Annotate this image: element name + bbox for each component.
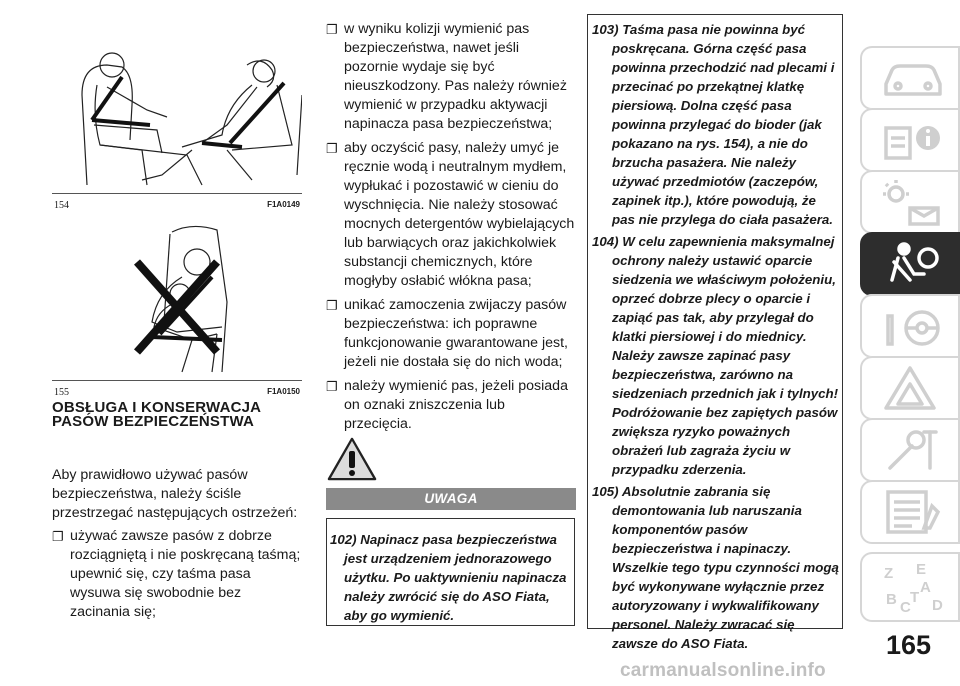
- footer-watermark: carmanualsonline.info: [620, 660, 826, 681]
- section-title: OBSŁUGA I KONSERWACJA PASÓW BEZPIECZEŃSTWA: [52, 399, 261, 430]
- tools-icon: [880, 426, 946, 474]
- warning-label: UWAGA: [326, 488, 576, 510]
- checkbox-bullet-icon: ❐: [326, 141, 338, 156]
- warning-item: 102) Napinacz pasa bezpieczeństwa jest urządzeniem jednorazowego użytku. Po uaktywnieniu napinacza należy zwrócić się do ASO Fiata, aby go wymienić.: [330, 532, 567, 623]
- index-letter: B: [886, 591, 897, 608]
- figure-number: 155: [54, 387, 69, 398]
- checkbox-bullet-icon: ❐: [326, 298, 338, 313]
- figure-code: F1A0149: [267, 200, 300, 209]
- figure-155: [52, 222, 302, 402]
- sidebar-tab-dashboard-lights[interactable]: [860, 170, 960, 234]
- note-item: 103) Taśma pasa nie powinna być poskręcana. Górna część pasa powinna przechodzić nad plecami i przecinać po przekątnej klatkę piersiową. Dolna część pasa powinna przylegać do bioder (jak pokazano na rys. 154), a nie do brzucha pasażera. Nie należy używać przedmiotów (zaczepów, zapinek itp.), które powodują, że pas nie przylega do ciała pasażera.: [592, 22, 835, 227]
- index-letter: Z: [884, 565, 894, 582]
- bullet-text: w wyniku kolizji wymienić pas bezpieczeństwa, nawet jeśli pozornie wydaje się być nieuszkodzony. Pas należy również wymienić w przypadku aktywacji napinacza pasa bezpieczeństwa;: [344, 21, 567, 132]
- bullet-text: należy wymienić pas, jeżeli posiada on oznaki zniszczenia lub przecięcia.: [344, 378, 568, 432]
- index-letter: A: [920, 579, 931, 596]
- bullet-text: aby oczyścić pasy, należy umyć je ręcznie wodą i neutralnym mydłem, wypłukać i pozostawić w cieniu do wyschnięcia. Nie należy stosować mocnych detergentów wybielających lub barwiących oraz jakichkolwiek substancji chemicznych, które mogłyby osłabić włókna pasa;: [344, 140, 575, 289]
- dashboard-lights-icon: [880, 178, 946, 226]
- sidebar-tab-car[interactable]: [860, 46, 960, 110]
- bullet-text: używać zawsze pasów z dobrze rozciągniętą i nie poskręcaną taśmą; upewnić się, czy taśma pasa wysuwa się swobodnie bez zacinania się;: [70, 528, 301, 620]
- index-letter: E: [916, 561, 927, 578]
- sidebar-tab-emergency[interactable]: [860, 356, 960, 420]
- warning-triangle-icon: [326, 436, 378, 482]
- sidebar-tab-index[interactable]: [860, 552, 960, 622]
- checkbox-bullet-icon: ❐: [326, 22, 338, 37]
- car-icon: [880, 54, 946, 102]
- bullet-item: [326, 20, 576, 134]
- index-letters-icon: [880, 560, 950, 616]
- bullet-item: [326, 139, 576, 291]
- index-letter: C: [900, 599, 911, 616]
- figure-154-caption: [52, 193, 302, 216]
- steering-wheel-icon: [880, 302, 946, 350]
- figure-154-illustration: [52, 25, 302, 193]
- col2-bullet-list: [326, 20, 576, 439]
- sidebar-tab-driving[interactable]: [860, 294, 960, 358]
- info-icon: [880, 116, 946, 164]
- index-letter: D: [932, 597, 943, 614]
- note-item: 104) W celu zapewnienia maksymalnej ochrony należy ustawić oparcie siedzenia we właściwym położeniu, oprzeć dobrze plecy o oparcie i zapiąć pas tak, aby przylegał do klatki piersiowej i do miednicy. Należy zawsze zapinać pasy bezpieczeństwa, zarówno na siedzeniach przednich jak i tylnych! Podróżowanie bez zapiętych pasów zwiększa ryzyko poważnych obrażeń lub zagraża życiu w przypadku zderzenia.: [592, 234, 839, 477]
- sidebar-tab-specifications[interactable]: [860, 480, 960, 544]
- figure-155-illustration: [52, 222, 302, 380]
- figure-154: [52, 25, 302, 215]
- note-item: 105) Absolutnie zabrania się demontowania lub naruszania komponentów pasów bezpieczeństwa i napinaczy. Wszelkie tego typu czynności mogą być wykonywane wyłącznie przez autoryzowany i wykwalifikowany personel. Należy zwracać się zawsze do ASO Fiata.: [592, 484, 839, 651]
- index-letter: T: [910, 589, 920, 606]
- bullet-text: unikać zamoczenia zwijaczy pasów bezpieczeństwa: ich poprawne funkcjonowanie gwarantowane jest, jeżeli nie dostała się do nich woda;: [344, 297, 568, 370]
- seatbelt-airbag-icon: [880, 240, 946, 288]
- sidebar-tab-maintenance[interactable]: [860, 418, 960, 482]
- sidebar-tab-safety[interactable]: [860, 232, 960, 296]
- page-number: 165: [886, 630, 932, 660]
- bullet-item: [326, 377, 576, 434]
- figure-code: F1A0150: [267, 387, 300, 396]
- col1-bullet-list: [52, 527, 304, 622]
- bullet-item: [326, 296, 576, 372]
- figure-number: 154: [54, 200, 69, 211]
- intro-paragraph: Aby prawidłowo używać pasów bezpieczeństwa, należy ściśle przestrzegać następujących ostrzeżeń:: [52, 467, 298, 521]
- specifications-icon: [880, 488, 946, 536]
- sidebar-tab-info[interactable]: [860, 108, 960, 172]
- notes-list: [592, 20, 842, 656]
- warning-text: [330, 530, 575, 625]
- bullet-item: [52, 527, 304, 622]
- checkbox-bullet-icon: ❐: [326, 379, 338, 394]
- checkbox-bullet-icon: ❐: [52, 529, 64, 544]
- warning-triangle-icon: [880, 364, 946, 412]
